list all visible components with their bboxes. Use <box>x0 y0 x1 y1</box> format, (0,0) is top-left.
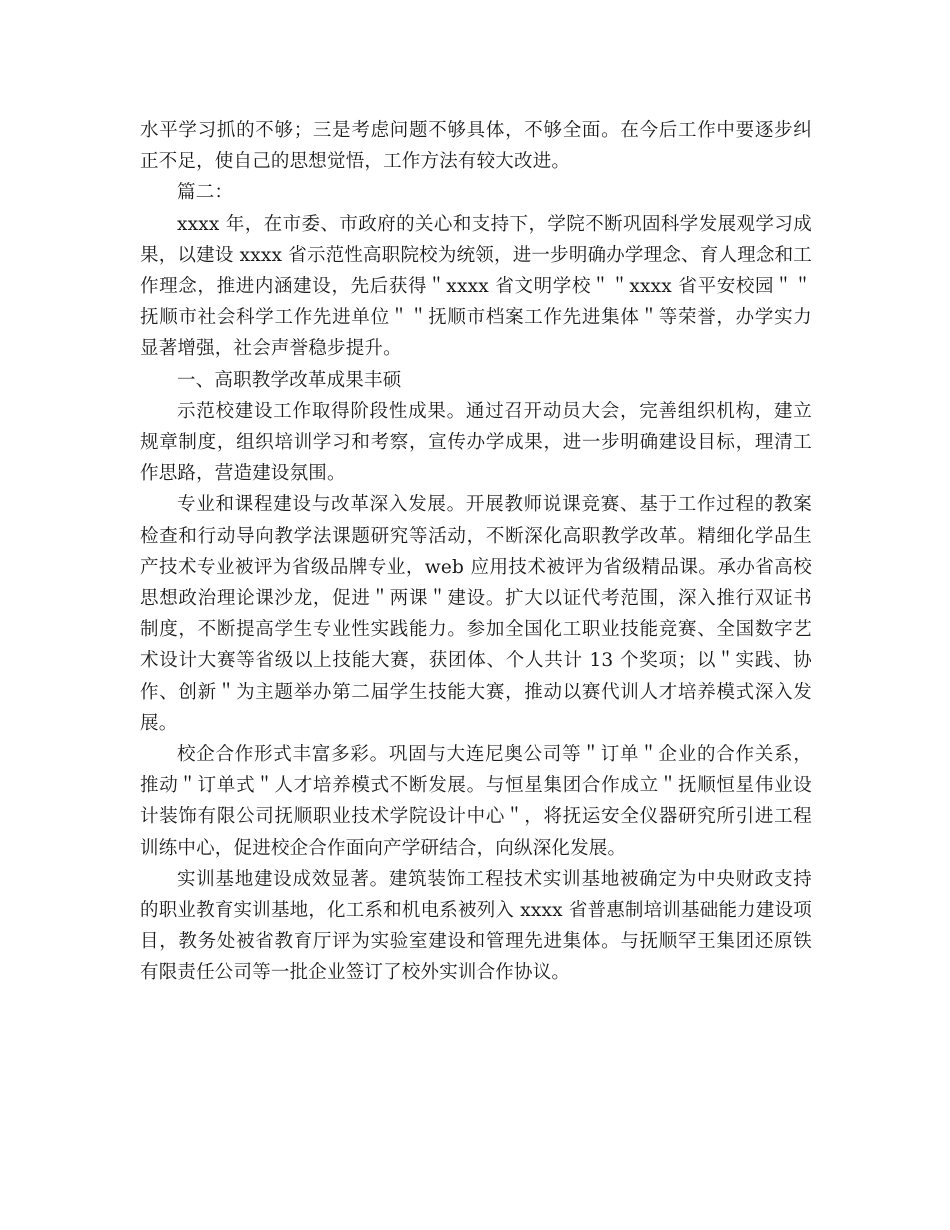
paragraph: 专业和课程建设与改革深入发展。开展教师说课竞赛、基于工作过程的教案检查和行动导向教学法课题研究等活动，不断深化高职教学改革。精细化学品生产技术专业被评为省级品牌专业，web 应用技术被评为省级精品课。承办省高校思想政治理论课沙龙，促进＂两课＂建设。扩大以证代考范围，深入推行双证书制度，不断提高学生专业性实践能力。参加全国化工职业技能竞赛、全国数字艺术设计大赛等省级以上技能大赛，获团体、个人共计 13 个奖项；以＂实践、协作、创新＂为主题举办第二届学生技能大赛，推动以赛代训人才培养模式深入发展。 <box>140 494 812 734</box>
paragraph: 水平学习抓的不够；三是考虑问题不够具体，不够全面。在今后工作中要逐步纠正不足，使自己的思想觉悟，工作方法有较大改进。 <box>140 120 812 173</box>
paragraph: 实训基地建设成效显著。建筑装饰工程技术实训基地被确定为中央财政支持的职业教育实训基地，化工系和机电系被列入 xxxx 省普惠制培训基础能力建设项目，教务处被省教育厅评为实验室建设和管理先进集体。与抚顺罕王集团还原铁有限责任公司等一批企业签订了校外实训合作协议。 <box>140 868 812 984</box>
section-label: 篇二： <box>177 182 234 204</box>
section-heading: 一、高职教学改革成果丰硕 <box>177 369 402 391</box>
paragraph: 示范校建设工作取得阶段性成果。通过召开动员大会，完善组织机构，建立规章制度，组织培训学习和考察，宣传办学成果，进一步明确建设目标，理清工作思路，营造建设氛围。 <box>140 400 812 485</box>
paragraph: xxxx 年，在市委、市政府的关心和支持下，学院不断巩固科学发展观学习成果，以建设 xxxx 省示范性高职院校为统领，进一步明确办学理念、育人理念和工作理念，推进内涵建设，先后获得＂xxxx 省文明学校＂＂xxxx 省平安校园＂＂抚顺市社会科学工作先进单位＂＂抚顺市档案工作先进集体＂等荣誉，办学实力显著增强，社会声誉稳步提升。 <box>140 213 812 360</box>
paragraph: 校企合作形式丰富多彩。巩固与大连尼奥公司等＂订单＂企业的合作关系，推动＂订单式＂人才培养模式不断发展。与恒星集团合作成立＂抚顺恒星伟业设计装饰有限公司抚顺职业技术学院设计中心＂，将抚运安全仪器研究所引进工程训练中心，促进校企合作面向产学研结合，向纵深化发展。 <box>140 744 812 859</box>
document-body <box>140 115 812 989</box>
